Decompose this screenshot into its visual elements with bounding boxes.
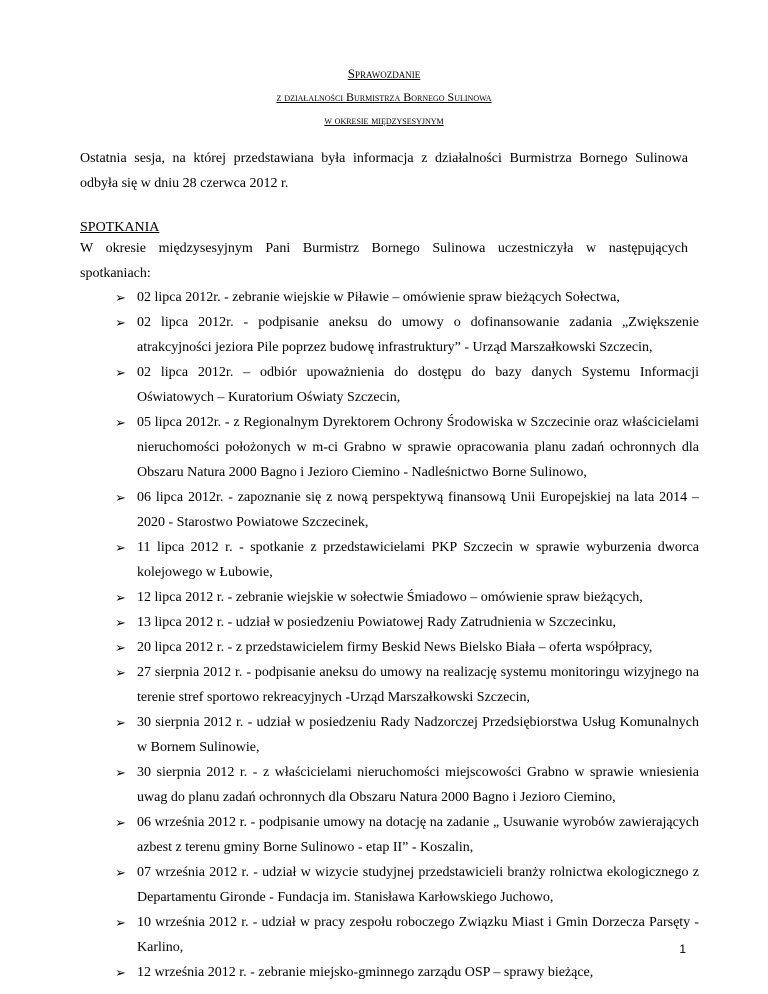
- report-title: Sprawozdanie: [347, 66, 421, 81]
- meeting-text: 27 sierpnia 2012 r. - podpisanie aneksu do umowy na realizację systemu monitoringu wizyjnego na terenie stref sportowo rekreacyjnych -Urząd Marszałkowski Szczecin,: [137, 665, 699, 705]
- meeting-list-item: [115, 860, 699, 910]
- section-heading: SPOTKANIA: [80, 220, 160, 235]
- intro-line-1: Ostatnia sesja, na której przedstawiana była informacja z działalności Burmistrza Bornego Sulinowa: [80, 151, 688, 166]
- meeting-text: 30 sierpnia 2012 r. - udział w posiedzeniu Rady Nadzorczej Przedsiębiorstwa Usług Komunalnych w Bornem Sulinowie,: [137, 715, 699, 755]
- report-subtitle: z działalności Burmistrza Bornego Sulinowa: [276, 90, 492, 104]
- meeting-list-item: [115, 760, 699, 810]
- meeting-list-item: [115, 535, 699, 585]
- arrow-bullet-icon: ➢: [115, 865, 126, 880]
- arrow-bullet-icon: ➢: [115, 415, 126, 430]
- meeting-text: 06 lipca 2012r. - zapoznanie się z nową perspektywą finansową Unii Europejskiej na lata 2014 – 2020 - Starostwo Powiatowe Szczecinek,: [137, 490, 699, 530]
- meeting-text: 10 września 2012 r. - udział w pracy zespołu roboczego Związku Miast i Gmin Dorzecza Parsęty - Karlino,: [137, 915, 699, 955]
- arrow-bullet-icon: ➢: [115, 615, 126, 630]
- meeting-text: 12 września 2012 r. - zebranie miejsko-gminnego zarządu OSP – sprawy bieżące,: [137, 965, 594, 980]
- arrow-bullet-icon: ➢: [115, 365, 126, 380]
- meeting-list-item: [115, 360, 699, 410]
- arrow-bullet-icon: ➢: [115, 590, 126, 605]
- meeting-text: 02 lipca 2012r. - zebranie wiejskie w Piławie – omówienie spraw bieżących Sołectwa,: [137, 290, 620, 305]
- arrow-bullet-icon: ➢: [115, 290, 126, 305]
- meeting-list-item: [115, 660, 699, 710]
- meeting-list-item: [115, 610, 699, 635]
- intro-paragraph: [80, 146, 688, 196]
- section-lead-line-2: spotkaniach:: [80, 266, 151, 281]
- meeting-list-item: [115, 410, 699, 485]
- meetings-list: [0, 285, 768, 985]
- arrow-bullet-icon: ➢: [115, 765, 126, 780]
- arrow-bullet-icon: ➢: [115, 665, 126, 680]
- meeting-list-item: [115, 910, 699, 960]
- meeting-list-item: [115, 960, 699, 985]
- meeting-text: 06 września 2012 r. - podpisanie umowy na dotację na zadanie „ Usuwanie wyrobów zawierających azbest z terenu gminy Borne Sulinowo - etap II” - Koszalin,: [137, 815, 699, 855]
- arrow-bullet-icon: ➢: [115, 640, 126, 655]
- meeting-text: 30 sierpnia 2012 r. - z właścicielami nieruchomości miejscowości Grabno w sprawie wniesienia uwag do planu zadań ochronnych dla Obszaru Natura 2000 Bagno i Jezioro Ciemino,: [137, 765, 699, 805]
- intro-line-2: odbyła się w dniu 28 czerwca 2012 r.: [80, 176, 289, 191]
- report-period: w okresie międzysesyjnym: [324, 115, 444, 127]
- meeting-text: 20 lipca 2012 r. - z przedstawicielem firmy Beskid News Bielsko Biała – oferta współpracy,: [137, 640, 653, 655]
- arrow-bullet-icon: ➢: [115, 915, 126, 930]
- section-lead: [80, 236, 688, 286]
- meeting-text: 02 lipca 2012r. - podpisanie aneksu do umowy o dofinansowanie zadania „Zwiększenie atrakcyjności jeziora Pile poprzez budowę infrastruktury” - Urząd Marszałkowski Szczecin,: [137, 315, 699, 355]
- arrow-bullet-icon: ➢: [115, 715, 126, 730]
- page-number: 1: [679, 942, 686, 956]
- meeting-text: 13 lipca 2012 r. - udział w posiedzeniu Powiatowej Rady Zatrudnienia w Szczecinku,: [137, 615, 616, 630]
- meeting-list-item: [115, 585, 699, 610]
- meeting-list-item: [115, 635, 699, 660]
- arrow-bullet-icon: ➢: [115, 315, 126, 330]
- section-lead-line-1: W okresie międzysesyjnym Pani Burmistrz Bornego Sulinowa uczestniczyła w następujących: [80, 241, 688, 256]
- meeting-list-item: [115, 310, 699, 360]
- meeting-text: 02 lipca 2012r. – odbiór upoważnienia do dostępu do bazy danych Systemu Informacji Oświatowych – Kuratorium Oświaty Szczecin,: [137, 365, 699, 405]
- meeting-list-item: [115, 810, 699, 860]
- meeting-list-item: [115, 285, 699, 310]
- meeting-text: 07 września 2012 r. - udział w wizycie studyjnej przedstawicieli branży rolnictwa ekologicznego z Departamentu Gironde - Fundacja im. Stanisława Karłowskiego Juchowo,: [137, 865, 699, 905]
- arrow-bullet-icon: ➢: [115, 540, 126, 555]
- meeting-text: 05 lipca 2012r. - z Regionalnym Dyrektorem Ochrony Środowiska w Szczecinie oraz właścicielami nieruchomości położonych w m-ci Grabno w sprawie opracowania planu zadań ochronnych dla Obszaru Natura 2000 Bagno i Jezioro Ciemino - Nadleśnictwo Borne Sulinowo,: [137, 415, 699, 480]
- arrow-bullet-icon: ➢: [115, 490, 126, 505]
- arrow-bullet-icon: ➢: [115, 815, 126, 830]
- meeting-text: 12 lipca 2012 r. - zebranie wiejskie w sołectwie Śmiadowo – omówienie spraw bieżących,: [137, 590, 643, 605]
- arrow-bullet-icon: ➢: [115, 965, 126, 980]
- meeting-list-item: [115, 710, 699, 760]
- meeting-text: 11 lipca 2012 r. - spotkanie z przedstawicielami PKP Szczecin w sprawie wyburzenia dworca kolejowego w Łubowie,: [137, 540, 699, 580]
- meeting-list-item: [115, 485, 699, 535]
